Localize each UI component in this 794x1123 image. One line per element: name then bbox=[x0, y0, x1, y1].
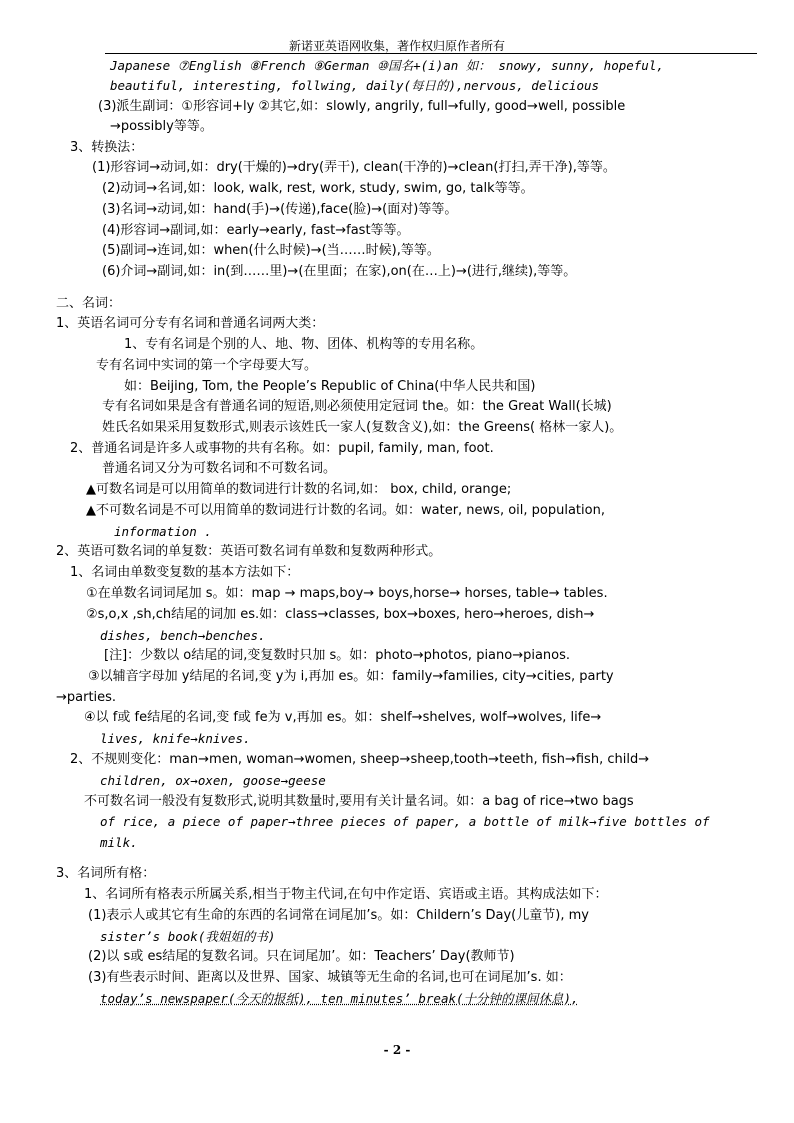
text-line: ▲可数名词是可以用简单的数词进行计数的名词,如： box, child, orange; bbox=[86, 482, 512, 497]
text-line: ③以辅音字母加 y结尾的名词,变 y为 i,再加 es。如：family→families, city→cities, party bbox=[88, 669, 614, 684]
text-line: children, ox→oxen, goose→geese bbox=[100, 773, 326, 788]
text-line: of rice, a piece of paper→three pieces of paper, a bottle of milk→five bottles of bbox=[100, 814, 710, 829]
text-line: 普通名词又分为可数名词和不可数名词。 bbox=[102, 461, 337, 476]
text-line: 1、名词由单数变复数的基本方法如下： bbox=[70, 565, 300, 580]
text-line: (2)以 s或 es结尾的复数名词。只在词尾加’。如：Teachers’ Day(教师节) bbox=[88, 949, 515, 964]
text-line: (3)名词→动词,如：hand(手)→(传递),face(脸)→(面对)等等。 bbox=[102, 202, 458, 217]
text-line: information . bbox=[114, 524, 212, 539]
text-line: ②s,o,x ,sh,ch结尾的词加 es.如：class→classes, box→boxes, hero→heroes, dish→ bbox=[86, 607, 595, 622]
text-line: beautiful, interesting, follwing, daily(每日的),nervous, delicious bbox=[110, 78, 600, 93]
text-line: ▲不可数名词是不可以用简单的数词进行计数的名词。如：water, news, oil, population, bbox=[86, 503, 605, 518]
text-line: sister’s book(我姐姐的书) bbox=[100, 929, 276, 944]
text-line: (2)动词→名词,如：look, walk, rest, work, study, swim, go, talk等等。 bbox=[102, 181, 534, 196]
text-line: Japanese ⑦English ⑧French ⑨German ⑩国名+(i)an 如： snowy, sunny, hopeful, bbox=[110, 58, 664, 73]
text-line: →possibly等等。 bbox=[110, 119, 213, 134]
text-line: (6)介词→副词,如：in(到……里)→(在里面；在家),on(在…上)→(进行,继续),等等。 bbox=[102, 264, 577, 279]
text-line: 专有名词中实词的第一个字母要大写。 bbox=[96, 358, 318, 373]
header-divider bbox=[105, 53, 757, 54]
text-line: ①在单数名词词尾加 s。如：map → maps,boy→ boys,horse→ horses, table→ tables. bbox=[86, 586, 608, 601]
text-line: 如：Beijing, Tom, the People’s Republic of China(中华人民共和国) bbox=[124, 379, 536, 394]
text-line: (4)形容词→副词,如：early→early, fast→fast等等。 bbox=[102, 223, 410, 238]
text-line: (1)表示人或其它有生命的东西的名词常在词尾加’s。如：Childern’s Day(儿童节), my bbox=[88, 908, 589, 923]
text-line: 1、名词所有格表示所属关系,相当于物主代词,在句中作定语、宾语或主语。其构成法如下： bbox=[84, 887, 608, 902]
text-line: 1、英语名词可分专有名词和普通名词两大类： bbox=[56, 316, 325, 331]
text-line: (3)有些表示时间、距离以及世界、国家、城镇等无生命的名词,也可在词尾加’s. 如： bbox=[88, 970, 572, 985]
page-header: 新诺亚英语网收集，著作权归原作者所有 bbox=[288, 39, 505, 53]
text-line: (3)派生副词：①形容词+ly ②其它,如：slowly, angrily, full→fully, good→well, possible bbox=[98, 99, 626, 114]
text-line: [注]：少数以 o结尾的词,变复数时只加 s。如：photo→photos, piano→pianos. bbox=[104, 648, 571, 663]
section-heading: 3、名词所有格： bbox=[56, 866, 156, 881]
text-line: 专有名词如果是含有普通名词的短语,则必须使用定冠词 the。如：the Great Wall(长城) bbox=[102, 399, 612, 414]
text-line: (1)形容词→动词,如：dry(干燥的)→dry(弄干), clean(干净的)→clean(打扫,弄干净),等等。 bbox=[92, 160, 616, 175]
section-heading: 2、英语可数名词的单复数：英语可数名词有单数和复数两种形式。 bbox=[56, 544, 442, 559]
text-line: 姓氏名如果采用复数形式,则表示该姓氏一家人(复数含义),如：the Greens( 格林一家人)。 bbox=[102, 420, 623, 435]
section-heading: 二、名词： bbox=[56, 296, 122, 311]
text-line: →parties. bbox=[56, 690, 117, 705]
text-line: today’s newspaper(今天的报纸), ten minutes’ break(十分钟的课间休息), bbox=[100, 991, 579, 1006]
text-line: lives, knife→knives. bbox=[100, 731, 251, 746]
text-line: dishes, bench→benches. bbox=[100, 628, 266, 643]
text-line: ④以 f或 fe结尾的名词,变 f或 fe为 v,再加 es。如：shelf→shelves, wolf→wolves, life→ bbox=[84, 710, 602, 725]
text-line: 不可数名词一般没有复数形式,说明其数量时,要用有关计量名词。如：a bag of rice→two bags bbox=[84, 794, 634, 809]
section-heading: 3、转换法： bbox=[70, 140, 144, 155]
text-line: 1、专有名词是个别的人、地、物、团体、机构等的专用名称。 bbox=[124, 337, 484, 352]
text-line: 2、普通名词是许多人或事物的共有名称。如：pupil, family, man, foot. bbox=[70, 441, 494, 456]
text-line: (5)副词→连词,如：when(什么时候)→(当……时候),等等。 bbox=[102, 243, 440, 258]
page-number: - 2 - bbox=[383, 1043, 411, 1057]
text-line: 2、不规则变化：man→men, woman→women, sheep→sheep,tooth→teeth, fish→fish, child→ bbox=[70, 752, 650, 767]
text-line: milk. bbox=[100, 835, 138, 850]
